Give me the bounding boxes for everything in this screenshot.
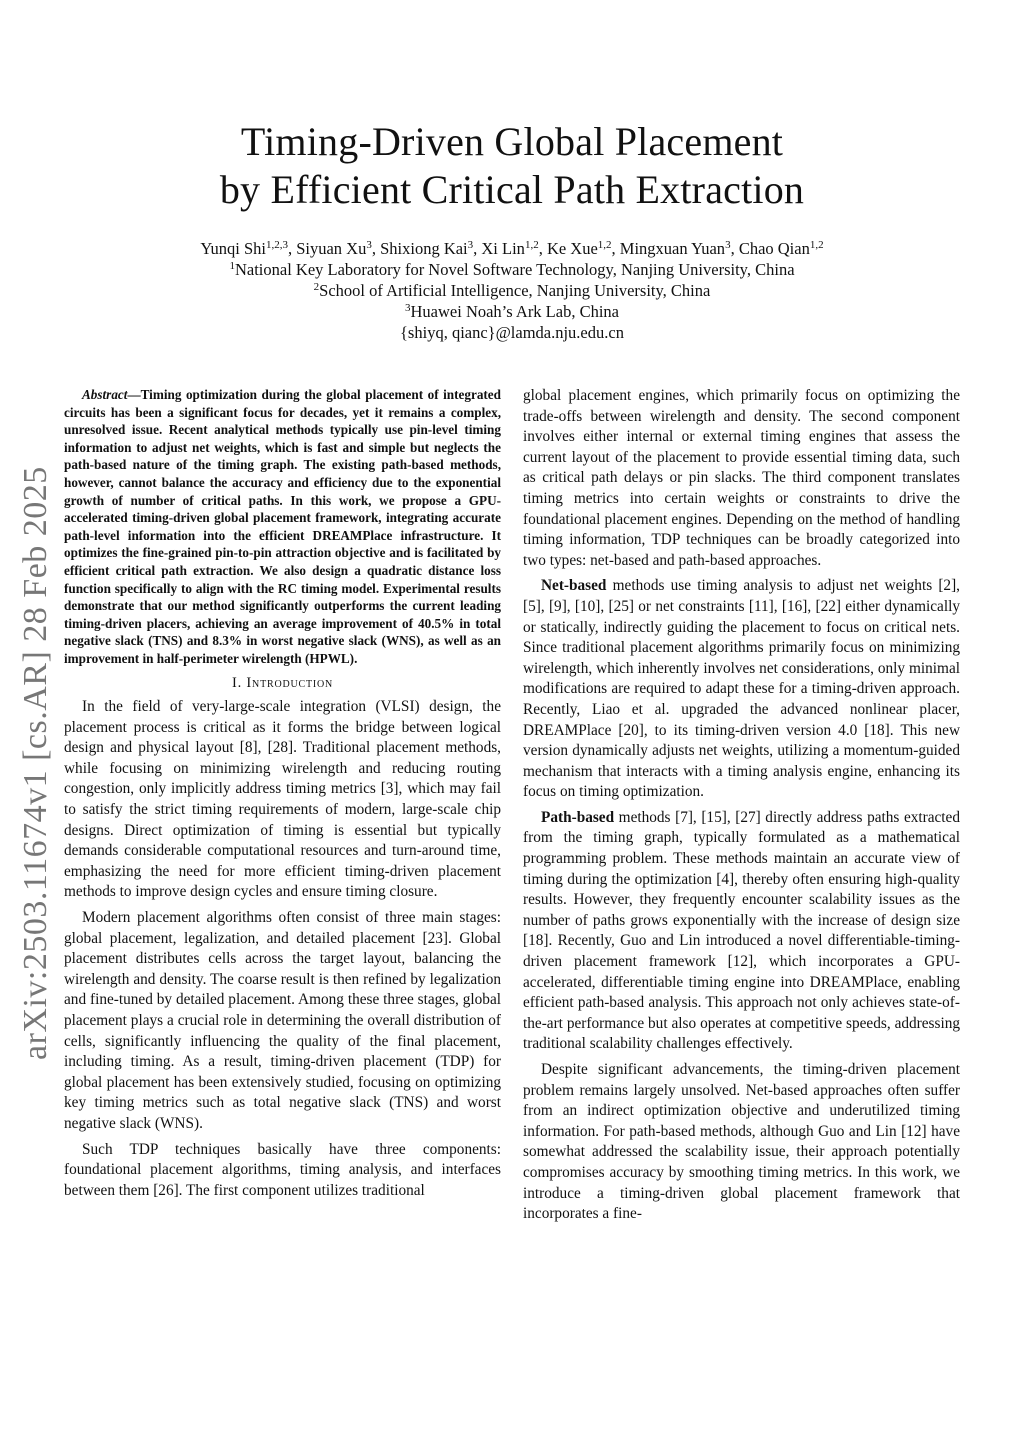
author-name: Mingxuan Yuan (619, 239, 726, 258)
intro-paragraph-3-cont: global placement engines, which primarily focus on optimizing the trade-offs between wirelength and density. The second component involves either internal or external timing engines that assess the current layout of the placement to provide essential timing data, such as critical path delays or pin slacks. The third component translates timing metrics into certain weights or constraints to drive the foundational placement engines. Depending on the method of handling timing information, TDP techniques can be broadly categorized into two types: net-based and path-based approaches. (523, 387, 960, 569)
abstract-text: —Timing optimization during the global placement of integrated circuits has been a significant focus for decades, yet it remains a complex, unresolved issue. Recent analytical methods typically use pin-level timing information to adjust net weights, which is fast and simple but neglects the path-based nature of the timing graph. The existing path-based methods, however, cannot balance the accuracy and efficiency due to the exponential growth of number of critical paths. In this work, we propose a GPU-accelerated timing-driven global placement framework, integrating accurate path-level information into the efficient DREAMPlace infrastructure. It optimizes the fine-grained pin-to-pin attraction objective and is facilitated by efficient critical path extraction. We also design a quadratic distance loss function specifically to align with the RC timing model. Experimental results demonstrate that our method significantly outperforms the current leading timing-driven placers, achieving an average improvement of 40.5% in total negative slack (TNS) and 8.3% in worst negative slack (WNS), as well as an improvement in half-perimeter wirelength (HPWL). (64, 387, 501, 666)
left-column (64, 386, 501, 1206)
author-name: Chao Qian (738, 239, 810, 258)
affiliation-3: $^3$Huawei Noah’s Ark Lab, China (405, 302, 619, 321)
author-sup: 3 (725, 239, 731, 251)
author-block (0, 238, 1024, 343)
abstract (64, 386, 501, 668)
paper-title (0, 118, 1024, 214)
author-name: Siyuan Xu (296, 239, 367, 258)
author-sup: 1,2 (597, 239, 612, 251)
affiliation-1: $^1$National Key Laboratory for Novel Software Technology, Nanjing University, China (229, 260, 795, 279)
author-name: Shixiong Kai (380, 239, 468, 258)
arxiv-watermark: arXiv:2503.11674v1 [cs.AR] 28 Feb 2025 (17, 466, 54, 1060)
author-sup: 3 (467, 239, 474, 251)
affiliation-2: $^2$School of Artificial Intelligence, Nanjing University, China (313, 281, 711, 300)
abstract-label: Abstract (82, 387, 128, 402)
intro-paragraph-last: Despite significant advancements, the timing-driven placement problem remains largely unsolved. Net-based approaches often suffer from an indirect optimization objective and underutilized timing information. For path-based methods, although Guo and Lin [12] have somewhat addressed the scalability issue, their approach potentially compromises accuracy by smoothing timing metrics. In this work, we introduce a timing-driven global placement framework that incorporates a fine- (523, 1061, 960, 1223)
author-name: Yunqi Shi (200, 239, 266, 258)
author-name: Ke Xue (546, 239, 598, 258)
title-line-2: by Efficient Critical Path Extraction (219, 167, 805, 212)
net-based-label: Net-based (541, 577, 607, 595)
author-email: {shiyq, qianc}@lamda.nju.edu.cn (400, 323, 624, 342)
author-sup: 1,2 (524, 239, 539, 251)
author-name: Xi Lin (481, 239, 525, 258)
author-list: Yunqi Shi$^{1,2,3}$, Siyuan Xu$^3$, Shixiong Kai$^3$, Xi Lin$^{1,2}$, Ke Xue$^{1,2}$, Mingxuan Yuan$^3$, Chao Qian$^{1,2}$ (200, 239, 824, 258)
net-based-paragraph (523, 576, 960, 803)
author-sup: 1,2,3 (265, 239, 288, 251)
right-column (523, 386, 960, 1230)
path-based-paragraph (523, 808, 960, 1055)
path-based-text: methods [7], [15], [27] directly address paths extracted from the timing graph, typically formulated as a mathematical programming problem. These methods maintain an accurate view of timing during the optimization [4], thereby often ensuring high-quality results. However, they frequently encounter scalability issues as the number of paths grows exponentially with the increase of design size [18]. Recently, Guo and Lin introduced a novel differentiable-timing-driven placement framework [12], which incorporates a GPU-accelerated, differentiable timing engine into DREAMPlace, enabling efficient path-based analysis. This approach not only achieves state-of-the-art performance but also operates at competitive speeds, addressing traditional scalability challenges effectively. (523, 808, 960, 1053)
intro-paragraph-3: Such TDP techniques basically have three components: foundational placement algorithms, timing analysis, and interfaces between them [26]. The first component utilizes traditional (64, 1140, 501, 1199)
path-based-label: Path-based (541, 808, 615, 826)
section-heading-introduction: I. Introduction (231, 674, 334, 691)
intro-paragraph-1: In the field of very-large-scale integration (VLSI) design, the placement process is critical as it forms the bridge between logical design and physical layout [8], [28]. Traditional placement methods, while focusing on minimizing wirelength and reducing routing congestion, only implicitly address timing metrics [3], which may fail to satisfy the strict timing requirements of modern, large-scale chip designs. Direct optimization of timing is essential but typically demands considerable computational resources and turn-around time, emphasizing the need for more efficient timing-driven placement methods to improve design cycles and ensure timing closure. (64, 698, 501, 901)
net-based-text: methods use timing analysis to adjust net weights [2], [5], [9], [10], [25] or net constraints [11], [16], [22] either dynamically or statically, indirectly guiding the placement to focus on critical nets. Since traditional placement algorithms primarily focus on minimizing wirelength, which inherently involves net considerations, only minimal modifications are required to adapt these for a timing-driven approach. Recently, Liao et al. upgraded the advanced nonlinear placer, DREAMPlace [20], to its timing-driven version 4.0 [18]. This new version dynamically adjusts net weights, utilizing a momentum-guided mechanism that interacts with a timing analysis engine, enhancing its focus on timing optimization. (523, 577, 960, 801)
title-line-1: Timing-Driven Global Placement (240, 119, 784, 164)
intro-paragraph-2: Modern placement algorithms often consist of three main stages: global placement, legalization, and detailed placement [23]. Global placement distributes cells across the target layout, balancing the wirelength and density. The coarse result is then refined by legalization and fine-tuned by detailed placement. Among these three stages, global placement plays a crucial role in determining the overall distribution of cells, significantly influencing the quality of the final placement, including timing. As a result, timing-driven placement (TDP) for global placement has been extensively studied, focusing on optimizing key timing metrics such as total negative slack (TNS) and worst negative slack (WNS). (64, 909, 501, 1132)
author-sup: 1,2 (809, 239, 824, 251)
author-sup: 3 (366, 239, 372, 251)
